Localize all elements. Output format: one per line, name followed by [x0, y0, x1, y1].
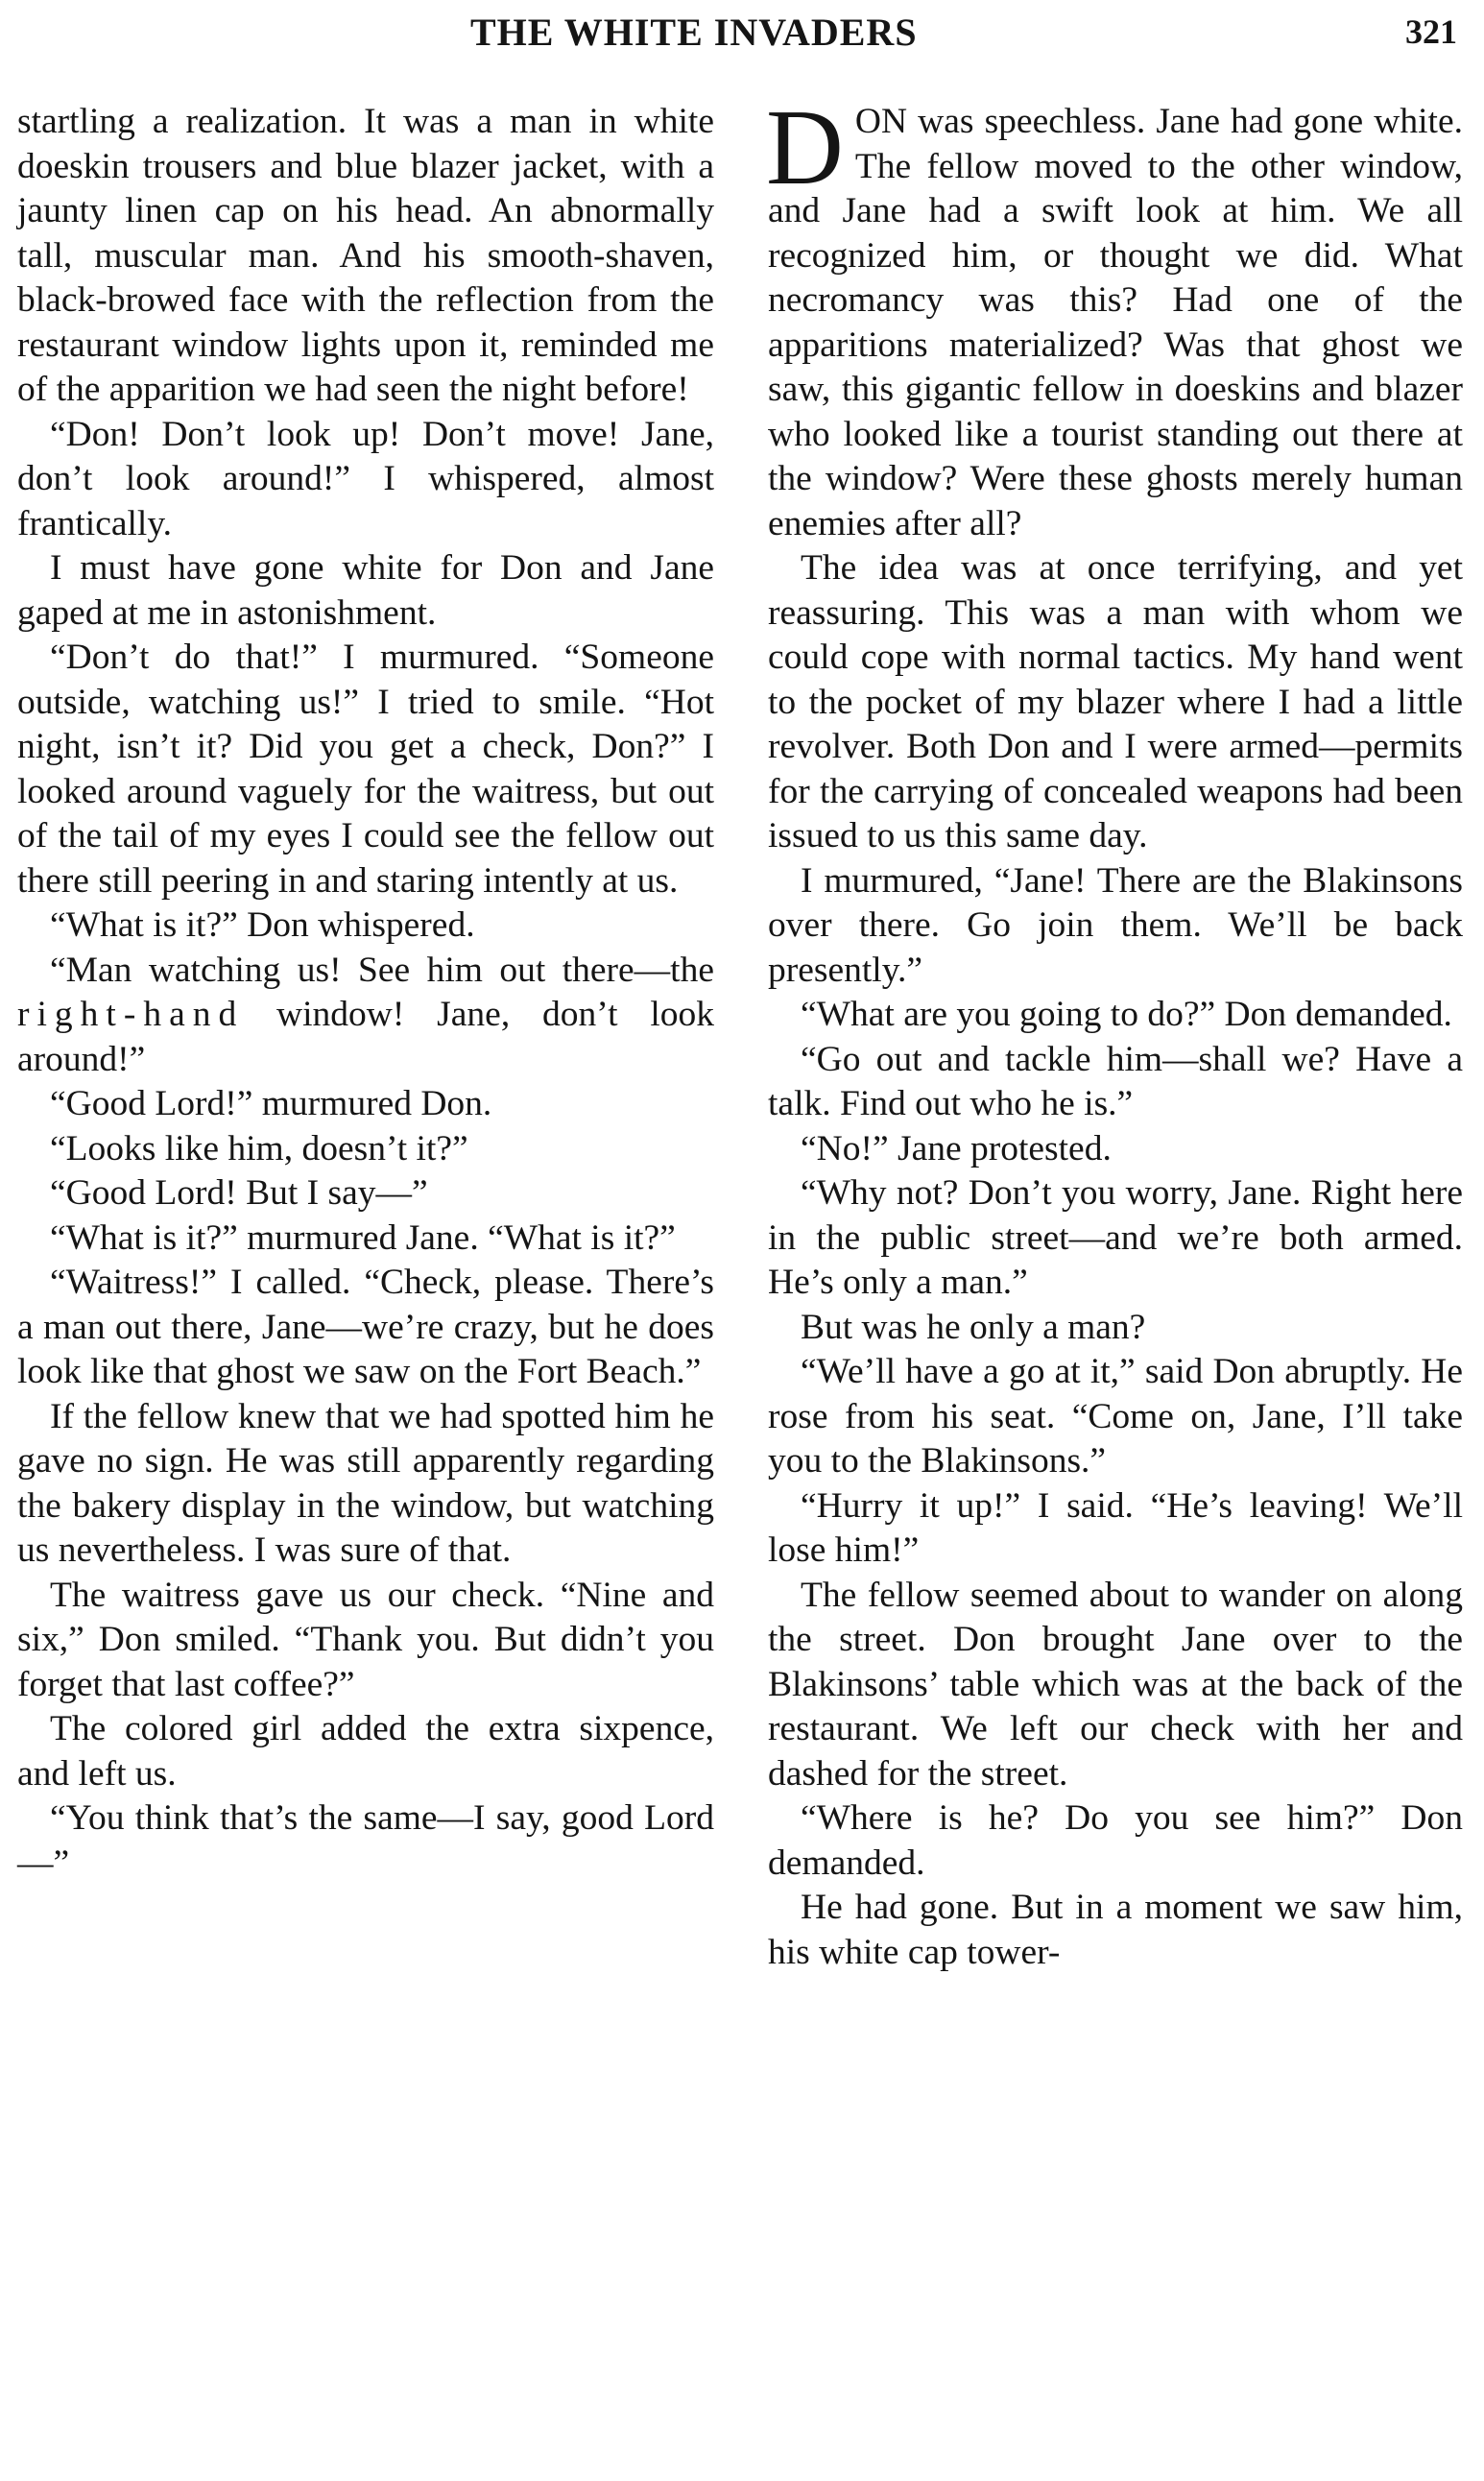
paragraph: If the fellow knew that we had spotted him he gave no sign. He was still apparently regarding the bakery display in the window, but watching us nevertheless. I was sure of that. [17, 1396, 714, 1570]
right-column [766, 88, 1463, 1975]
spaced-emphasis: right-hand [17, 995, 245, 1034]
paragraph: “You think that’s the same—I say, good Lord—” [17, 1798, 714, 1883]
paragraph: “Waitress!” I called. “Check, please. There’s a man out there, Jane—we’re crazy, but he does look like that ghost we saw on the Fort Beach.” [17, 1263, 714, 1391]
paragraph: “What is it?” Don whispered. [50, 905, 475, 945]
paragraph: I murmured, “Jane! There are the Blakinsons over there. Go join them. We’ll be back presently.” [768, 860, 1463, 990]
paragraph: “Hurry it up!” I said. “He’s leaving! We’ll lose him!” [768, 1485, 1463, 1570]
paragraph: “What are you going to do?” Don demanded. [801, 995, 1452, 1034]
paragraph: “Looks like him, doesn’t it?” [50, 1128, 468, 1168]
paragraph: The colored girl added the extra sixpence, and left us. [17, 1709, 714, 1794]
paragraph: “We’ll have a go at it,” said Don abruptly. He rose from his seat. “Come on, Jane, I’ll take you to the Blakinsons.” [768, 1352, 1463, 1481]
running-title: THE WHITE INVADERS [470, 11, 918, 54]
paragraph: “Good Lord!” murmured Don. [50, 1084, 492, 1123]
paragraph: “Good Lord! But I say—” [50, 1173, 428, 1213]
opening-paragraph [766, 88, 1463, 546]
drop-cap: D [766, 88, 844, 207]
paragraph: I must have gone white for Don and Jane gaped at me in astonishment. [17, 548, 714, 633]
paragraph: But was he only a man? [801, 1307, 1146, 1347]
paragraph: He had gone. But in a moment we saw him, his white cap tower- [768, 1888, 1463, 1972]
paragraph: The fellow seemed about to wander on along the street. Don brought Jane over to the Blakinsons’ table which was at the back of the restaurant. We left our check with her and dashed for the street. [768, 1575, 1463, 1794]
running-header [0, 6, 1484, 65]
paragraph [17, 949, 714, 1083]
page-number: 321 [1405, 12, 1457, 51]
paragraph: “Don! Don’t look up! Don’t move! Jane, don’t look around!” I whispered, almost frantically. [17, 414, 714, 543]
paragraph: “Why not? Don’t you worry, Jane. Right here in the public street—and we’re both armed. He’s only a man.” [768, 1173, 1463, 1302]
paragraph: The waitress gave us our check. “Nine and six,” Don smiled. “Thank you. But didn’t you forget that last coffee?” [17, 1575, 714, 1704]
paragraph: “Don’t do that!” I murmured. “Someone outside, watching us!” I tried to smile. “Hot night, isn’t it? Did you get a check, Don?” I looked around vaguely for the waitress, but out of the tail of my eyes I could see the fellow out there still peering in and staring intently at us. [17, 638, 714, 901]
paragraph: startling a realization. It was a man in white doeskin trousers and blue blazer jacket, with a jaunty linen cap on his head. An abnormally tall, muscular man. And his smooth-shaven, black-browed face with the reflection from the restaurant window lights upon it, reminded me of the apparition we had seen the night before! [17, 102, 714, 409]
paragraph-text: “Man watching us! See him out there—the [50, 950, 714, 990]
paragraph: The idea was at once terrifying, and yet reassuring. This was a man with whom we could cope with normal tactics. My hand went to the pocket of my blazer where I had a little revolver. Both Don and I were armed—permits for the carrying of concealed weapons had been issued to us this same day. [768, 548, 1463, 855]
paragraph-text: ON was speechless. Jane had gone white. The fellow moved to the other window, and Jane had a swift look at him. We all recognized him, or thought we did. What necromancy was this? Had one of the apparitions materialized? Was that ghost we saw, this gigantic fellow in doeskins and blazer who looked like a tourist standing out there at the window? Were these ghosts merely human enemies after all? [768, 102, 1463, 543]
paragraph: “No!” Jane protested. [801, 1128, 1112, 1168]
paragraph: “Go out and tackle him—shall we? Have a talk. Find out who he is.” [768, 1039, 1463, 1123]
paragraph: “What is it?” murmured Jane. “What is it?” [50, 1217, 676, 1258]
left-column [17, 100, 714, 1886]
paragraph-text: window! Jane, don’t look around!” [17, 995, 714, 1079]
paragraph: “Where is he? Do you see him?” Don demanded. [768, 1798, 1463, 1883]
